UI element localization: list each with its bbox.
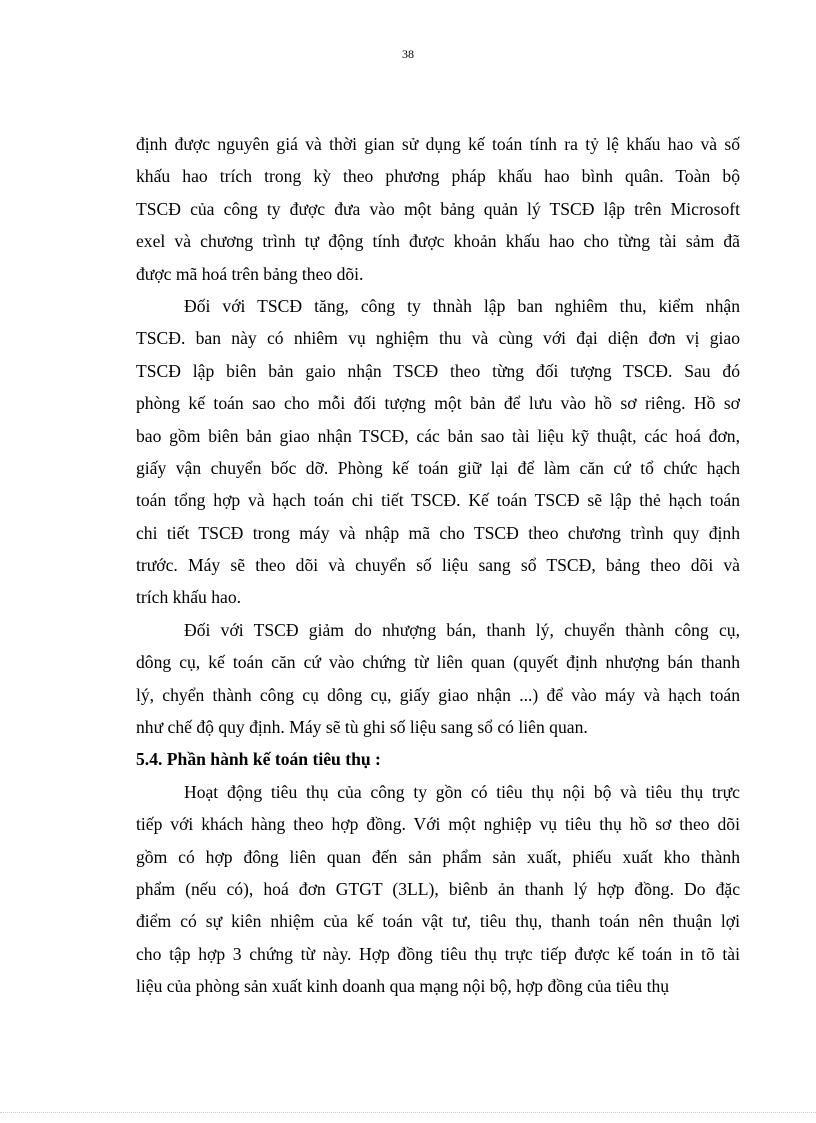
paragraph — [136, 128, 740, 290]
text-line: Hoạt động tiêu thụ của công ty gồn có tiêu thụ nội bộ và tiêu thụ trực — [184, 781, 740, 802]
paragraph — [136, 290, 740, 614]
text-line: cho tập hợp 3 chứng từ này. Hợp đồng tiêu thụ trực tiếp được kế toán in tõ tài — [136, 943, 740, 964]
text-line: exel và chương trình tự động tính được khoản khấu hao cho từng tài sảm đã — [136, 231, 740, 252]
page-bottom-divider — [0, 1112, 816, 1113]
text-line: phẩm (nếu có), hoá đơn GTGT (3LL), biênb ản thanh lý hợp đồng. Do đặc — [136, 878, 740, 899]
text-line: giấy vận chuyển bốc dỡ. Phòng kế toán giữ lại để làm căn cứ tổ chức hạch — [136, 457, 740, 478]
text-line: điểm có sự kiên nhiệm của kế toán vật tư, tiêu thụ, thanh toán nên thuận lợi — [136, 911, 740, 932]
text-line: TSCĐ. ban này có nhiêm vụ nghiệm thu và cùng với đại diện đơn vị giao — [136, 328, 740, 349]
paragraph — [136, 776, 740, 1003]
text-line: trước. Máy sẽ theo dõi và chuyển số liệu sang sổ TSCĐ, bảng theo dõi và — [136, 555, 740, 576]
document-body — [136, 128, 740, 1003]
text-line: trích khấu hao. — [136, 587, 242, 608]
text-line: phòng kế toán sao cho mỗi đối tượng một bản để lưu vào hồ sơ riêng. Hồ sơ — [136, 393, 740, 414]
text-line: dông cụ, kế toán căn cứ vào chứng từ liên quan (quyết định nhượng bán thanh — [136, 652, 740, 673]
text-line: gồm có hợp đông liên quan đến sản phẩm sản xuất, phiếu xuất kho thành — [136, 846, 740, 867]
text-line: Đối với TSCĐ giảm do nhượng bán, thanh lý, chuyển thành công cụ, — [184, 619, 740, 640]
text-line: chi tiết TSCĐ trong máy và nhập mã cho TSCĐ theo chương trình quy định — [136, 522, 740, 543]
text-line: TSCĐ lập biên bản gaio nhận TSCĐ theo từng đối tượng TSCĐ. Sau đó — [136, 360, 740, 381]
text-line: lý, chyển thành công cụ dông cụ, giấy giao nhận ...) để vào máy và hạch toán — [136, 684, 740, 705]
text-line: như chế độ quy định. Máy sẽ tù ghi số liệu sang sổ có liên quan. — [136, 717, 588, 738]
text-line: được mã hoá trên bảng theo dõi. — [136, 263, 364, 284]
paragraph — [136, 614, 740, 744]
text-line: liệu của phòng sản xuất kinh doanh qua mạng nội bộ, hợp đồng của tiêu thụ — [136, 976, 670, 997]
text-line: tiếp với khách hàng theo hợp đồng. Với một nghiệp vụ tiêu thụ hồ sơ theo dõi — [136, 814, 740, 835]
section-heading: 5.4. Phần hành kế toán tiêu thụ : — [136, 749, 381, 770]
text-line: TSCĐ của công ty được đưa vào một bảng quản lý TSCĐ lập trên Microsoft — [136, 198, 740, 219]
text-line: toán tổng hợp và hạch toán chi tiết TSCĐ. Kế toán TSCĐ sẽ lập thẻ hạch toán — [136, 490, 740, 511]
text-line: khấu hao trích trong kỳ theo phương pháp khấu hao bình quân. Toàn bộ — [136, 166, 740, 187]
text-line: bao gồm biên bản giao nhận TSCĐ, các bản sao tài liệu kỹ thuật, các hoá đơn, — [136, 425, 740, 446]
text-line: Đối với TSCĐ tăng, công ty thnàh lập ban nghiêm thu, kiểm nhận — [184, 295, 740, 316]
page-number: 38 — [402, 47, 414, 61]
text-line: định được nguyên giá và thời gian sử dụng kế toán tính ra tỷ lệ khấu hao và số — [136, 134, 740, 154]
